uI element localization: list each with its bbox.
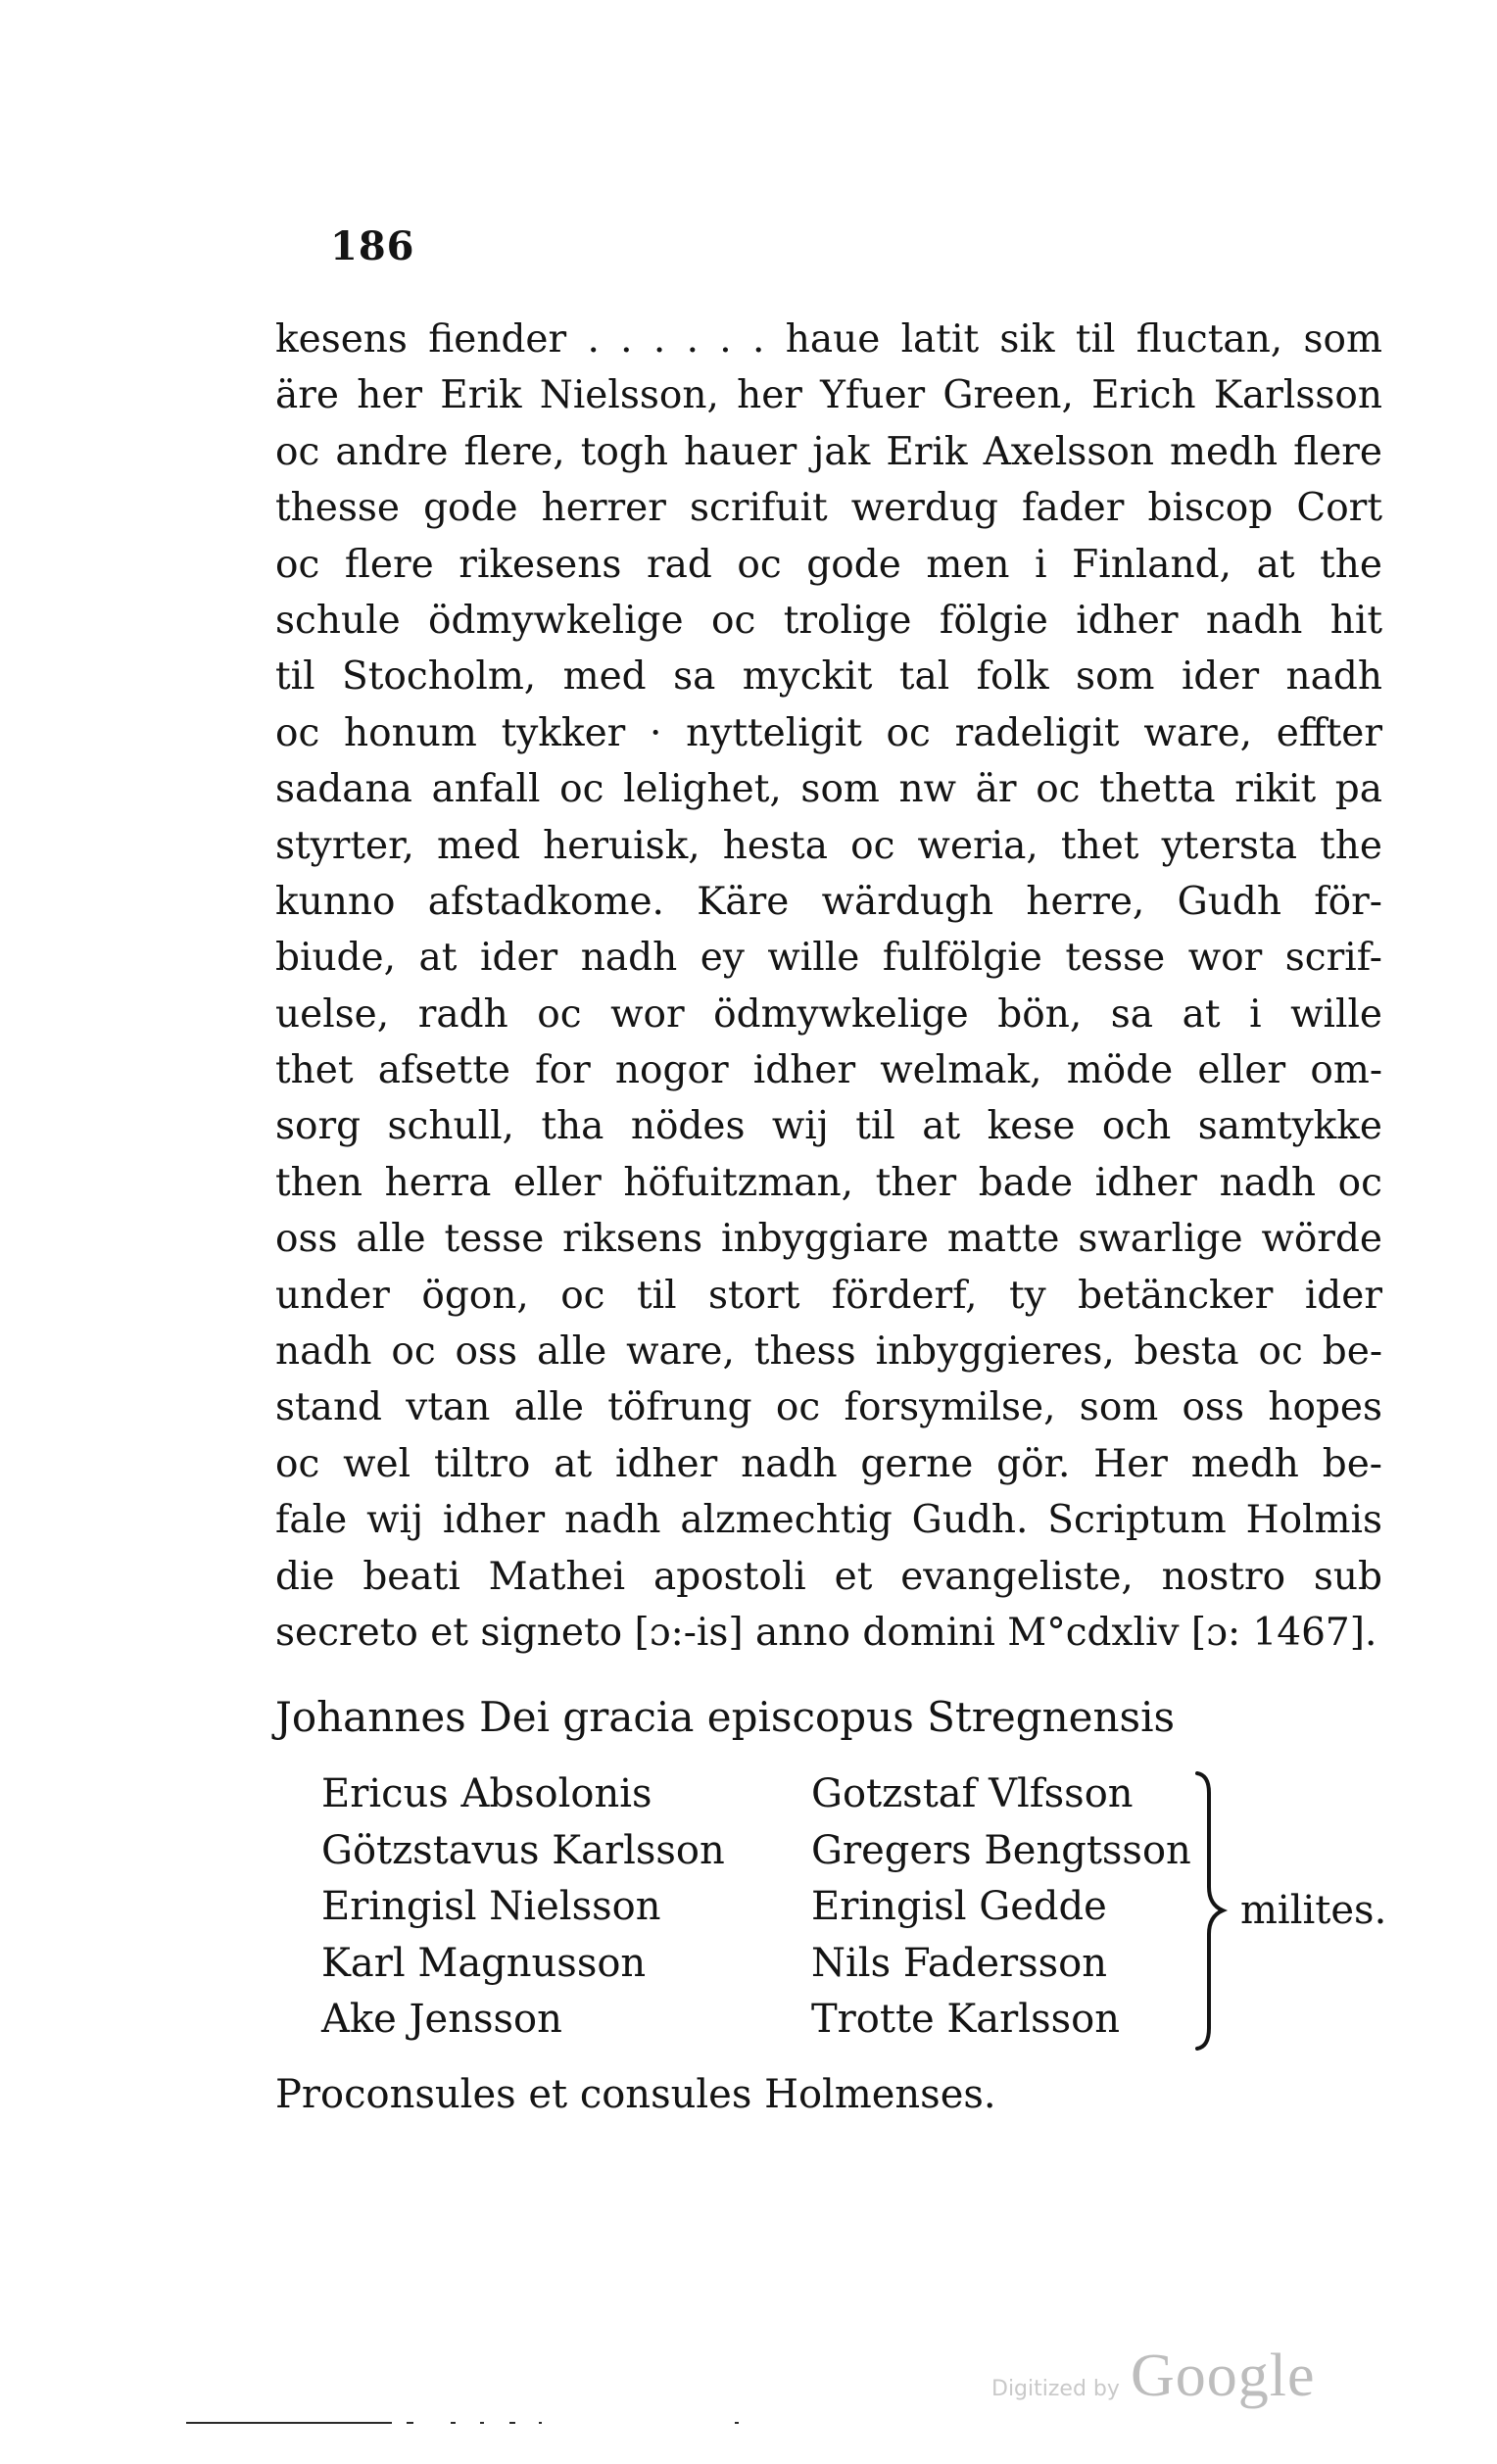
signatory-name: Gregers Bengtsson <box>811 1827 1191 1873</box>
signatory-heading: Johannes Dei gracia episcopus Stregnensis <box>275 1693 1176 1741</box>
signatory-name: Eringisl Gedde <box>811 1884 1107 1929</box>
text-line: sorg schull, tha nödes wij til at kese och samtykke <box>275 1104 1382 1149</box>
signatory-column-left <box>321 1766 725 2049</box>
text-line: oc honum tykker · nytteligit oc radeligit ware, effter <box>275 710 1382 755</box>
signatory-name: Eringisl Nielsson <box>321 1884 661 1929</box>
letter-body <box>275 312 1382 1661</box>
text-line: fale wij idher nadh alzmechtig Gudh. Scriptum Holmis <box>275 1498 1382 1543</box>
text-line: oc andre flere, togh hauer jak Erik Axelsson medh flere <box>275 429 1382 474</box>
signatory-name: Karl Magnusson <box>321 1940 647 1986</box>
text-line: then herra eller höfuitzman, ther bade idher nadh oc <box>275 1160 1382 1205</box>
text-line: oc flere rikesens rad oc gode men i Finland, at the <box>275 542 1382 587</box>
text-line: styrter, med heruisk, hesta oc weria, thet ytersta the <box>275 823 1382 868</box>
text-line: sadana anfall oc lelighet, som nw är oc thetta rikit pa <box>275 767 1382 812</box>
text-line: secreto et signeto [ɔ:-is] anno domini M°cdxliv [ɔ: 1467]. <box>275 1610 1377 1655</box>
text-line: stand vtan alle töfrung oc forsymilse, som oss hopes <box>275 1385 1382 1430</box>
text-line: kunno afstadkome. Käre wärdugh herre, Gudh för- <box>275 879 1382 924</box>
signatory-name: Trotte Karlsson <box>811 1997 1120 2042</box>
text-line: under ögon, oc til stort förderf, ty betäncker ider <box>275 1273 1382 1318</box>
text-line: oc wel tiltro at idher nadh gerne gör. Her medh be- <box>275 1441 1382 1486</box>
text-line: kesens fiender . . . . . . haue latit sik til fluctan, som <box>275 317 1382 362</box>
text-line: äre her Erik Nielsson, her Yfuer Green, Erich Karlsson <box>275 373 1382 418</box>
text-line: schule ödmywkelige oc trolige fölgie idher nadh hit <box>275 598 1382 643</box>
text-line: nadh oc oss alle ware, thess inbyggieres, besta oc be- <box>275 1329 1382 1375</box>
group-label: milites. <box>1240 1888 1387 1933</box>
google-logo: Google <box>1131 2343 1316 2409</box>
signatory-column-right <box>811 1766 1191 2049</box>
digitized-watermark <box>991 2342 1316 2411</box>
text-line: uelse, radh oc wor ödmywkelige bön, sa at i wille <box>275 991 1382 1037</box>
text-line: til Stocholm, med sa myckit tal folk som ider nadh <box>275 654 1382 700</box>
text-line: biude, at ider nadh ey wille fulfölgie tesse wor scrif- <box>275 936 1382 981</box>
page-number: 186 <box>330 223 415 269</box>
signatory-name: Ericus Absolonis <box>321 1771 652 1816</box>
signatory-name: Gotzstaf Vlfsson <box>811 1771 1134 1816</box>
signatory-name: Nils Fadersson <box>811 1940 1108 1986</box>
scan-artifact <box>186 2417 774 2429</box>
curly-brace-icon <box>1193 1771 1232 2051</box>
watermark-prefix: Digitized by <box>991 2377 1120 2401</box>
closing-line: Proconsules et consules Holmenses. <box>275 2072 996 2117</box>
text-line: die beati Mathei apostoli et evangeliste, nostro sub <box>275 1554 1382 1599</box>
signatory-name: Götzstavus Karlsson <box>321 1827 725 1873</box>
text-line: thet afsette for nogor idher welmak, möde eller om- <box>275 1048 1382 1093</box>
signatory-name: Ake Jensson <box>321 1997 562 2042</box>
text-line: oss alle tesse riksens inbyggiare matte swarlige wörde <box>275 1217 1382 1262</box>
text-line: thesse gode herrer scrifuit werdug fader biscop Cort <box>275 486 1382 531</box>
